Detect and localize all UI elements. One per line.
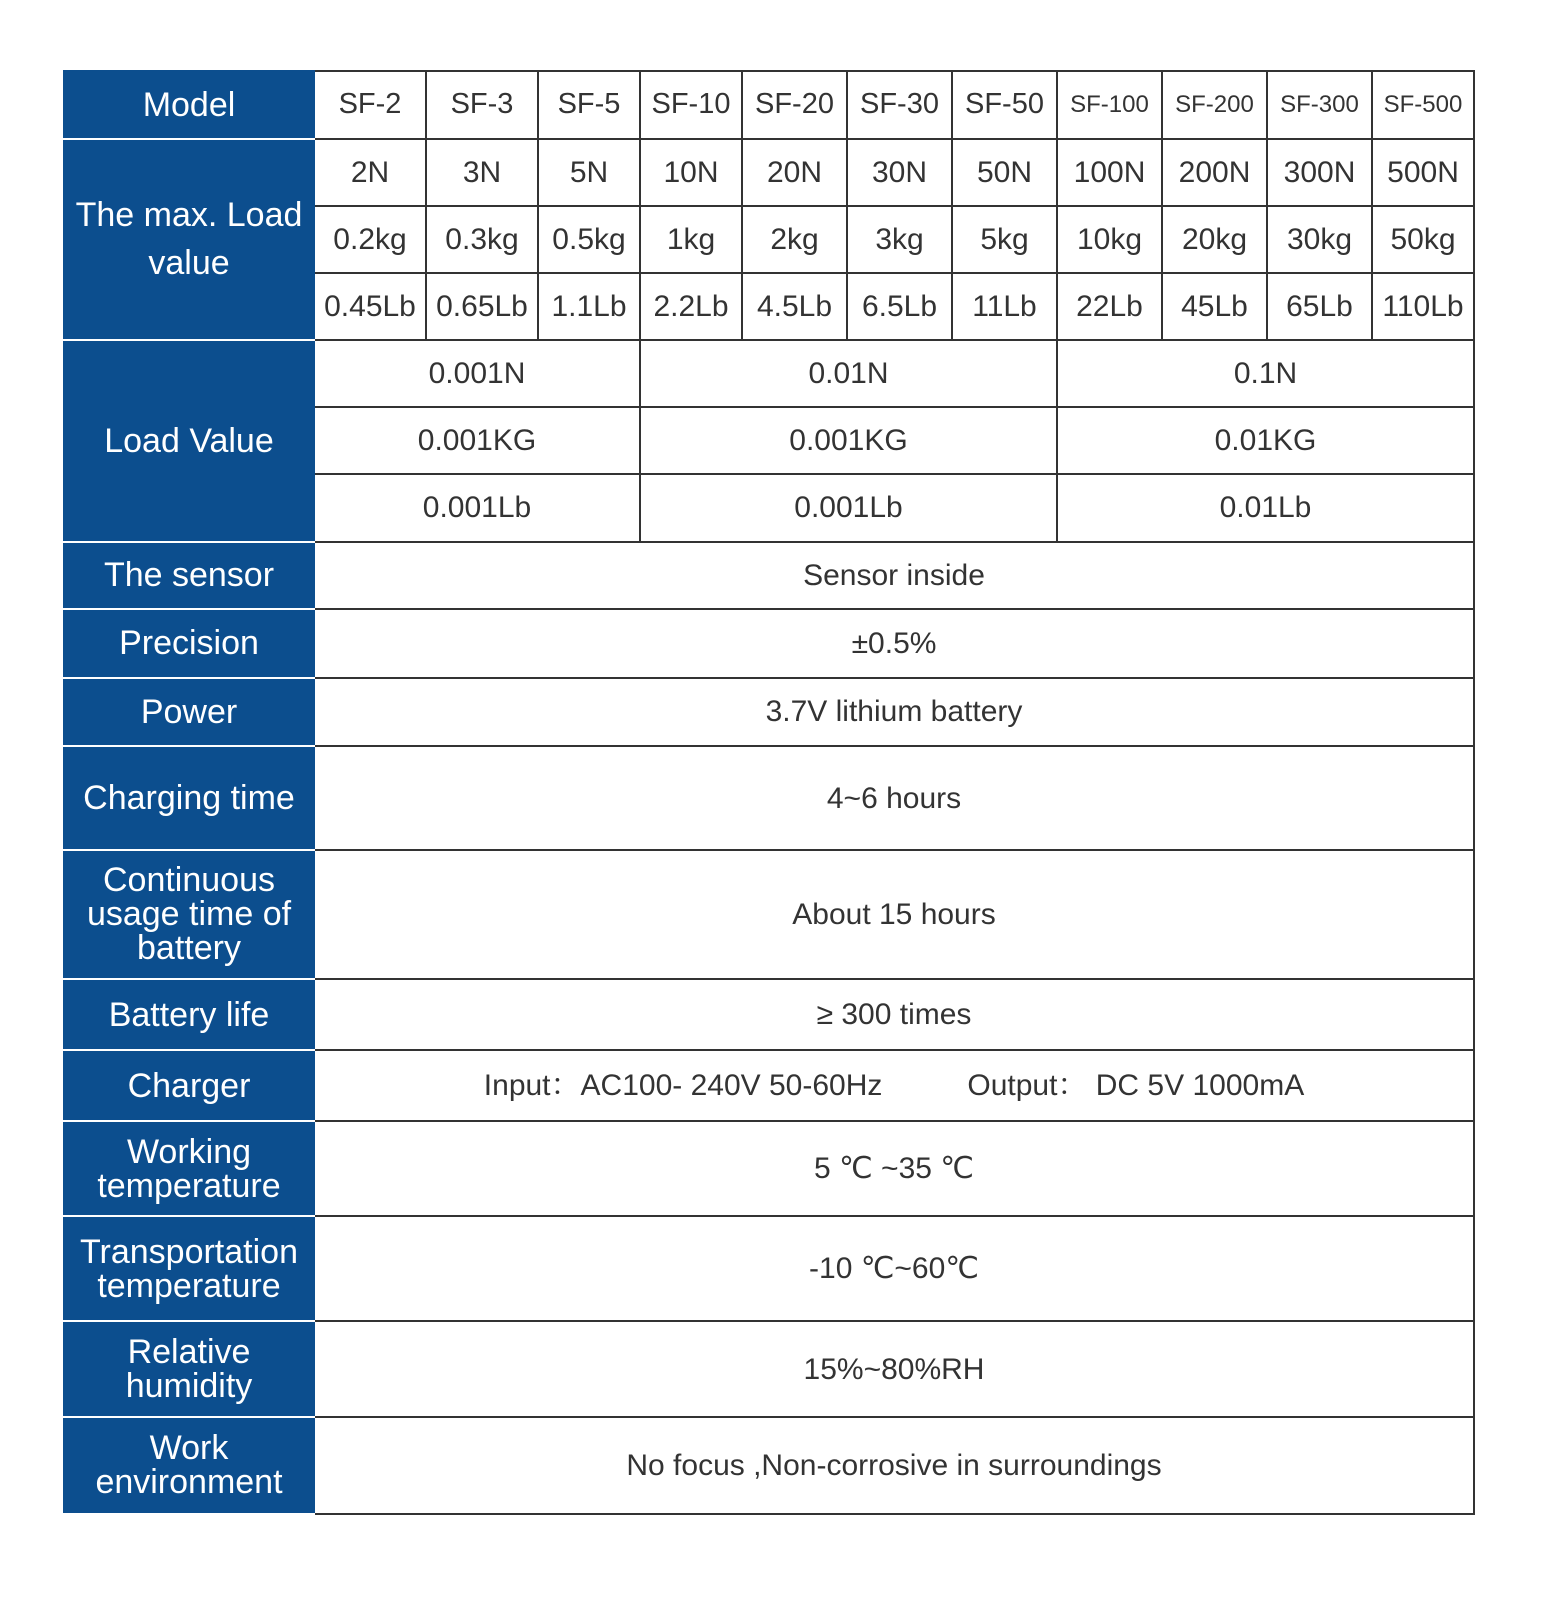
model-cell: SF-500 <box>1372 71 1474 139</box>
working-temp-value: 5 ℃ ~35 ℃ <box>314 1121 1474 1216</box>
humidity-label: Relative humidity <box>64 1321 314 1416</box>
model-label: Model <box>64 71 314 139</box>
max-load-n-row <box>64 139 1474 206</box>
max-load-n-cell: 20N <box>742 139 847 206</box>
charging-time-label: Charging time <box>64 746 314 849</box>
max-load-kg-cell: 50kg <box>1372 206 1474 273</box>
battery-life-row <box>64 979 1474 1050</box>
continuous-row <box>64 850 1474 980</box>
transport-temp-label: Transportation temperature <box>64 1216 314 1321</box>
max-load-n-cell: 3N <box>426 139 538 206</box>
continuous-label: Continuous usage time of battery <box>64 850 314 980</box>
max-load-lb-cell: 65Lb <box>1267 273 1372 341</box>
charging-time-row <box>64 746 1474 849</box>
resolution-n-row <box>64 340 1474 407</box>
resolution-lb-cell: 0.001Lb <box>640 474 1057 542</box>
max-load-lb-cell: 1.1Lb <box>538 273 640 341</box>
continuous-value: About 15 hours <box>314 850 1474 980</box>
max-load-n-cell: 50N <box>952 139 1057 206</box>
max-load-lb-cell: 22Lb <box>1057 273 1162 341</box>
max-load-n-cell: 10N <box>640 139 742 206</box>
resolution-lb-cell: 0.01Lb <box>1057 474 1474 542</box>
charging-time-value: 4~6 hours <box>314 746 1474 849</box>
work-env-label: Work environment <box>64 1417 314 1514</box>
transport-temp-row <box>64 1216 1474 1321</box>
model-cell: SF-100 <box>1057 71 1162 139</box>
max-load-n-cell: 2N <box>314 139 426 206</box>
charger-label: Charger <box>64 1050 314 1121</box>
charger-value <box>314 1050 1474 1121</box>
work-env-row <box>64 1417 1474 1514</box>
max-load-kg-cell: 5kg <box>952 206 1057 273</box>
max-load-kg-cell: 0.3kg <box>426 206 538 273</box>
load-value-label: Load Value <box>64 340 314 542</box>
max-load-lb-cell: 0.45Lb <box>314 273 426 341</box>
resolution-kg-cell: 0.01KG <box>1057 407 1474 474</box>
resolution-n-cell: 0.1N <box>1057 340 1474 407</box>
max-load-n-cell: 30N <box>847 139 952 206</box>
model-cell: SF-20 <box>742 71 847 139</box>
battery-life-value: ≥ 300 times <box>314 979 1474 1050</box>
power-label: Power <box>64 678 314 747</box>
model-cell: SF-2 <box>314 71 426 139</box>
resolution-kg-cell: 0.001KG <box>314 407 640 474</box>
resolution-kg-cell: 0.001KG <box>640 407 1057 474</box>
max-load-kg-cell: 30kg <box>1267 206 1372 273</box>
max-load-kg-cell: 0.5kg <box>538 206 640 273</box>
battery-life-label: Battery life <box>64 979 314 1050</box>
max-load-lb-cell: 110Lb <box>1372 273 1474 341</box>
max-load-n-cell: 300N <box>1267 139 1372 206</box>
model-cell: SF-300 <box>1267 71 1372 139</box>
max-load-kg-cell: 0.2kg <box>314 206 426 273</box>
max-load-n-cell: 500N <box>1372 139 1474 206</box>
max-load-label: The max. Load value <box>64 139 314 341</box>
power-value: 3.7V lithium battery <box>314 678 1474 747</box>
max-load-n-cell: 5N <box>538 139 640 206</box>
spec-table <box>63 70 1475 1515</box>
transport-temp-value: -10 ℃~60℃ <box>314 1216 1474 1321</box>
sensor-label: The sensor <box>64 542 314 609</box>
max-load-lb-cell: 0.65Lb <box>426 273 538 341</box>
power-row <box>64 678 1474 747</box>
model-cell: SF-200 <box>1162 71 1267 139</box>
max-load-kg-cell: 3kg <box>847 206 952 273</box>
sensor-value: Sensor inside <box>314 542 1474 609</box>
charger-output: Output： DC 5V 1000mA <box>967 1069 1305 1103</box>
max-load-lb-cell: 2.2Lb <box>640 273 742 341</box>
max-load-n-cell: 100N <box>1057 139 1162 206</box>
resolution-lb-cell: 0.001Lb <box>314 474 640 542</box>
humidity-value: 15%~80%RH <box>314 1321 1474 1416</box>
resolution-n-cell: 0.01N <box>640 340 1057 407</box>
max-load-lb-cell: 6.5Lb <box>847 273 952 341</box>
max-load-n-cell: 200N <box>1162 139 1267 206</box>
precision-label: Precision <box>64 609 314 678</box>
resolution-n-cell: 0.001N <box>314 340 640 407</box>
model-cell: SF-5 <box>538 71 640 139</box>
precision-row <box>64 609 1474 678</box>
max-load-lb-cell: 4.5Lb <box>742 273 847 341</box>
max-load-kg-cell: 1kg <box>640 206 742 273</box>
working-temp-row <box>64 1121 1474 1216</box>
charger-row <box>64 1050 1474 1121</box>
working-temp-label: Working temperature <box>64 1121 314 1216</box>
work-env-value: No focus ,Non-corrosive in surroundings <box>314 1417 1474 1514</box>
max-load-kg-cell: 10kg <box>1057 206 1162 273</box>
model-cell: SF-3 <box>426 71 538 139</box>
max-load-kg-cell: 20kg <box>1162 206 1267 273</box>
model-row <box>64 71 1474 139</box>
model-cell: SF-10 <box>640 71 742 139</box>
humidity-row <box>64 1321 1474 1416</box>
charger-input: Input：AC100- 240V 50-60Hz <box>483 1069 883 1103</box>
precision-value: ±0.5% <box>314 609 1474 678</box>
max-load-lb-cell: 45Lb <box>1162 273 1267 341</box>
sensor-row <box>64 542 1474 609</box>
max-load-kg-cell: 2kg <box>742 206 847 273</box>
model-cell: SF-50 <box>952 71 1057 139</box>
max-load-lb-cell: 11Lb <box>952 273 1057 341</box>
model-cell: SF-30 <box>847 71 952 139</box>
